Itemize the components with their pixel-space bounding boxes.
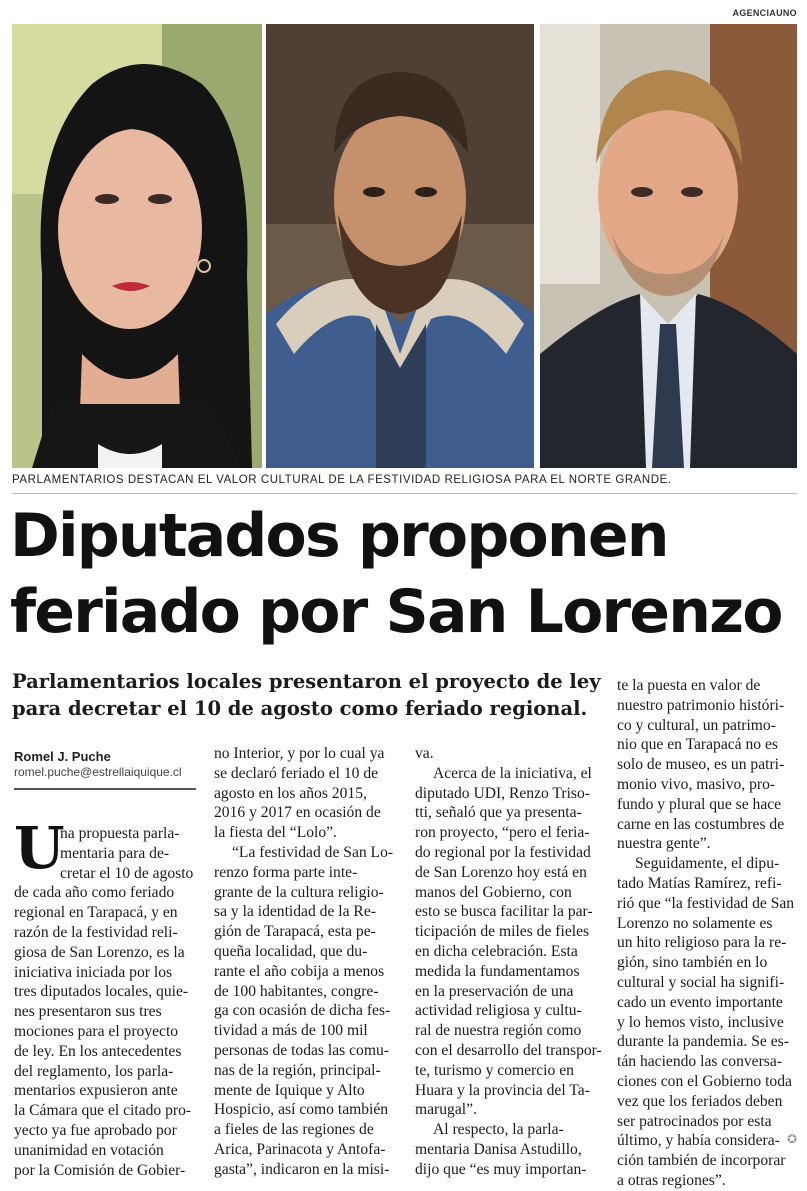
article-line: mente de Iquique y Alto [214,1081,365,1099]
article-line: va. [415,745,434,762]
photo-woman-legislator [12,24,262,468]
article-line: giosa de San Lorenzo, es la [14,943,185,961]
article-line: nas de la región, principal- [214,1061,381,1079]
article-line: agosto en los años 2015, [214,784,367,802]
article-line: medida la fundamentamos [415,962,580,980]
byline [14,749,196,779]
deck-line: para decretar el 10 de agosto como feriado regional. [12,697,588,720]
photo-suited-legislator [540,24,797,468]
article-line: rió que “la festividad de San [617,894,795,912]
article-line: “La festividad de San Lo- [232,843,394,861]
headline-line: feriado por San Lorenzo [10,577,782,647]
article-line: razón de la festividad reli- [14,923,178,941]
article-line: la Cámara que el citado pro- [14,1102,192,1120]
article-line: grante de la cultura religio- [214,883,384,901]
article-column-1 [14,814,196,1180]
article-line: ticipación de miles de fieles [415,923,590,941]
article-line: en la preservación de una [415,982,574,1000]
article-line: mentaria para de- [60,844,170,862]
article-line: último, y había considera- [617,1132,780,1150]
article-line: unanimidad en votación [14,1141,164,1159]
article-line: solo de museo, es un patri- [617,756,785,774]
article-line: ral de nuestra región como [415,1022,582,1040]
article-line: Lorenzo no solamente es [617,914,773,932]
deck-subheading [12,668,602,722]
article-line: cretar el 10 de agosto [60,864,194,882]
article-line: personas de todas las comu- [214,1041,389,1059]
article-line: durante la pandemia. Se es- [617,1033,789,1051]
article-line: nuestra gente”. [617,835,711,853]
article-line: mociones para el proyecto [14,1022,179,1040]
article-line: se declaró feriado el 10 de [214,764,379,782]
article-line: tti, señaló que ya presenta- [415,804,582,822]
article-column-4 [617,676,797,1191]
article-line: nio que en Tarapacá no es [617,736,778,754]
byline-email[interactable]: romel.puche@estrellaiquique.cl [14,765,182,779]
article-line: del reglamento, los parla- [14,1062,174,1080]
article-line: carne en las costumbres de [617,815,785,833]
photo-credit: AGENCIAUNO [732,8,797,18]
dropcap: U [14,814,65,882]
article-line: gión, sino también en lo [617,954,768,972]
article-line: fundo y plural que se hace [617,795,782,813]
article-line: marugal”. [415,1101,477,1119]
article-line: regional en Tarapacá, y en [14,904,178,922]
article-line: tividad a más de 100 mil [214,1022,368,1040]
headline [10,498,782,650]
article-line: co y cultural, un patrimo- [617,716,776,734]
article-line: cultural y social ha signifi- [617,973,785,991]
article-line: nes presentaron sus tres [14,1003,162,1021]
article-line: mentaria Danisa Astudillo, [415,1140,582,1158]
article-line: mentarios expusieron ante [14,1082,178,1100]
article-column-3 [415,744,602,1180]
article-line: gión de Tarapacá, esta pe- [214,923,376,941]
article-line: a otras regiones”. [617,1171,726,1189]
article-line: esto se busca facilitar la par- [415,903,593,921]
article-line: do regional por la festividad [415,843,591,861]
article-line: ser patrocinados por esta [617,1112,772,1130]
article-line: gasta”, indicaron en la misi- [214,1160,390,1178]
article-line: ciones con el Gobierno toda [617,1072,792,1090]
article-line: Seguidamente, el dipu- [635,855,780,873]
article-line: ron proyecto, “pero el feria- [415,824,590,842]
byline-divider [14,788,196,790]
article-line: Acerca de la iniciativa, el [433,764,592,782]
article-line: la fiesta del “Lolo”. [214,824,337,842]
man-suit-portrait-icon [540,24,797,468]
article-line: rante el año cobija a menos [214,962,385,980]
deck-line: Parlamentarios locales presentaron el proyecto de ley [12,670,601,693]
article-column-2 [214,744,394,1180]
photo-caption: PARLAMENTARIOS DESTACAN EL VALOR CULTURAL DE LA FESTIVIDAD RELIGIOSA PARA EL NORTE GRANDE. [12,474,672,486]
article-line: tado Matías Ramírez, refi- [617,874,782,892]
article-line: Arica, Parinacota y Antofa- [214,1140,386,1158]
byline-author: Romel J. Puche [14,749,111,764]
article-line: queña localidad, que du- [214,942,368,960]
article-line: te la puesta en valor de [617,677,761,694]
article-line: tán haciendo las conversa- [617,1053,782,1071]
article-line: ga con ocasión de dicha fes- [214,1002,391,1020]
article-line: actividad religiosa y cultu- [415,1002,582,1020]
article-line: monio vivo, masivo, pro- [617,775,776,793]
article-line: por la Comisión de Gobier- [14,1161,186,1179]
article-line: de San Lorenzo hoy está en [415,863,587,881]
caption-divider [12,493,797,494]
end-mark-icon: ✪ [786,1132,797,1146]
article-line: Huara y la provincia del Ta- [415,1081,590,1099]
article-line: y lo hemos visto, inclusive [617,1013,784,1031]
article-line: tres diputados locales, quie- [14,983,189,1001]
article-line: yecto ya fue aprobado por [14,1121,177,1139]
article-line: nuestro patrimonio históri- [617,696,785,714]
headline-line: Diputados proponen [10,501,668,571]
article-line: a fieles de las regiones de [214,1121,374,1139]
article-line: te, turismo y comercio en [415,1061,574,1079]
article-line: de 100 habitantes, congre- [214,982,379,1000]
article-line: Hospicio, así como también [214,1101,389,1119]
article-line: diputado UDI, Renzo Triso- [415,784,590,802]
article-line: na propuesta parla- [60,825,180,842]
article-line: vez que los feriados deben [617,1092,783,1110]
woman-portrait-icon [12,24,262,468]
article-line: de ley. En los antecedentes [14,1042,182,1060]
article-line: no Interior, y por lo cual ya [214,745,385,762]
article-line: 2016 y 2017 en ocasión de [214,804,381,822]
article-line: sa y la identidad de la Re- [214,903,376,921]
article-line: dijo que “es muy importan- [415,1160,587,1178]
article-line: en dicha celebración. Esta [415,942,578,960]
article-line: manos del Gobierno, con [415,883,572,901]
article-line: cado un evento importante [617,993,783,1011]
article-line: Al respecto, la parla- [433,1121,564,1139]
article-line: iniciativa iniciada por los [14,963,173,981]
article-line: con el desarrollo del transpor- [415,1041,602,1059]
article-line: un hito religioso para la re- [617,934,787,952]
article-line: ción también de incorporar [617,1152,786,1170]
photo-bearded-legislator [266,24,534,468]
article-line: de cada año como feriado [14,884,175,902]
man-beard-portrait-icon [266,24,534,468]
article-line: renzo forma parte inte- [214,863,358,881]
